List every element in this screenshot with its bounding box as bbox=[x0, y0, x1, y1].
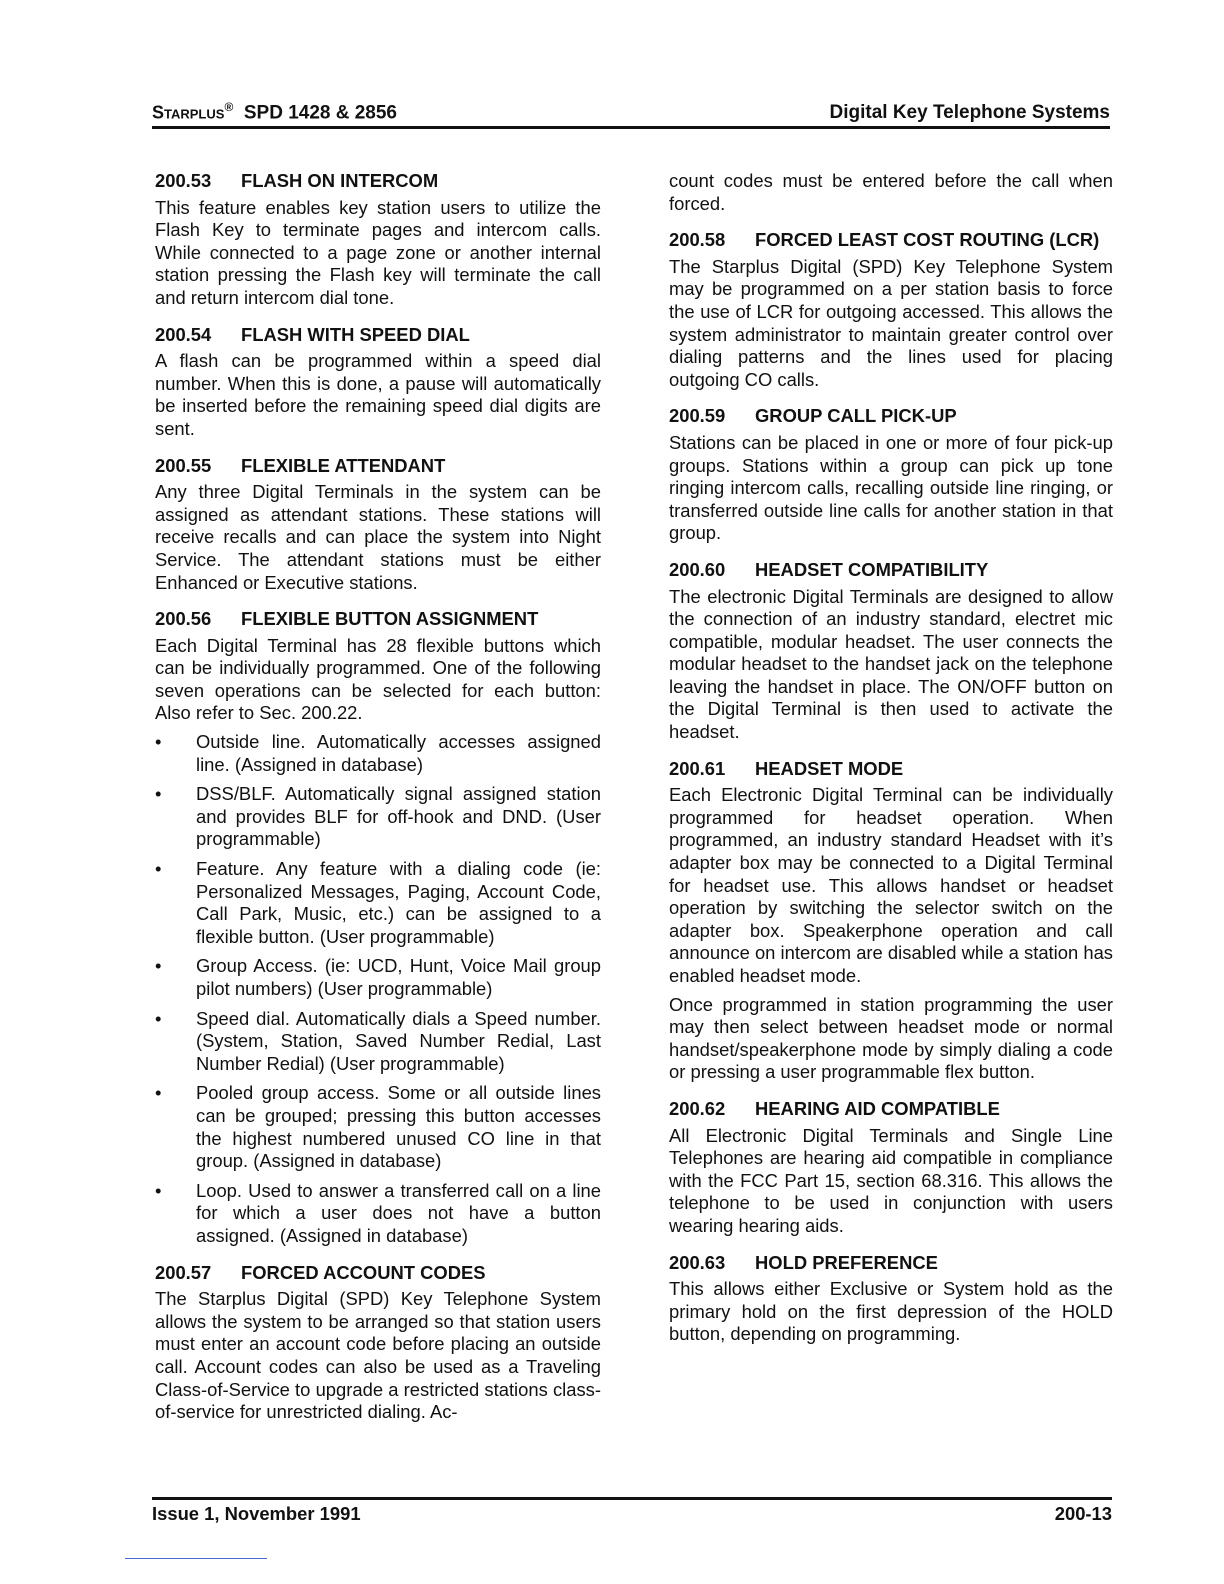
section-heading bbox=[669, 559, 1113, 582]
section-heading bbox=[155, 170, 601, 193]
section-title: FLASH ON INTERCOM bbox=[241, 170, 439, 191]
section-number: 200.53 bbox=[155, 170, 212, 191]
section-number: 200.62 bbox=[669, 1097, 726, 1119]
section-body-continued: Once programmed in station programming the user may then select between headset mode or normal handset/speakerphone mode by simply dialing a code or pressing a user programmable flex button. bbox=[669, 993, 1113, 1083]
section-heading bbox=[669, 229, 1113, 252]
header-brand: Starplus bbox=[152, 102, 225, 122]
section-title: HEARING AID COMPATIBLE bbox=[755, 1097, 1000, 1119]
section-body: Stations can be placed in one or more of four pick-up groups. Stations within a group can pick up tone ringing intercom calls, recalling outside line ringing, or transferred outside line calls for another station in that group. bbox=[669, 431, 1113, 544]
page-footer bbox=[152, 1497, 1112, 1526]
bullet-icon: • bbox=[155, 1082, 162, 1104]
section-number: 200.57 bbox=[155, 1261, 212, 1283]
header-model: SPD 1428 & 2856 bbox=[243, 102, 398, 123]
page-number: 200-13 bbox=[1054, 1503, 1112, 1524]
section-body: The electronic Digital Terminals are designed to allow the connection of an industry standard, electret mic compatible, modular headset. The user connects the modular headset to the handset jack on the telephone leaving the handset in place. The ON/OFF button on the Digital Terminal is then used to activate the headset. bbox=[669, 585, 1113, 743]
section-number: 200.55 bbox=[155, 454, 212, 476]
section-heading bbox=[669, 1252, 1113, 1275]
section-200-53 bbox=[155, 170, 601, 310]
section-heading bbox=[155, 455, 601, 478]
right-column bbox=[669, 170, 1113, 1360]
section-heading bbox=[669, 1098, 1113, 1121]
registered-mark: ® bbox=[224, 99, 234, 114]
section-title: HEADSET MODE bbox=[755, 757, 904, 779]
section-200-61 bbox=[669, 758, 1113, 1084]
header-product bbox=[152, 100, 397, 124]
page-header bbox=[152, 100, 1110, 129]
section-title: HOLD PREFERENCE bbox=[755, 1251, 938, 1273]
section-200-60 bbox=[669, 559, 1113, 744]
section-number: 200.59 bbox=[669, 405, 726, 427]
bullet-icon: • bbox=[155, 1007, 162, 1029]
list-item bbox=[155, 783, 601, 851]
list-item-text: Group Access. (ie: UCD, Hunt, Voice Mail group pilot numbers) (User programmable) bbox=[196, 955, 601, 999]
bullet-icon: • bbox=[155, 783, 162, 805]
section-number: 200.61 bbox=[669, 757, 726, 779]
section-body: Each Digital Terminal has 28 flexible buttons which can be individually programmed. One of the following seven operations can be selected for each button: Also refer to Sec. 200.22. bbox=[155, 634, 601, 724]
list-item bbox=[155, 955, 601, 1000]
list-item-text: Outside line. Automatically accesses assigned line. (Assigned in database) bbox=[196, 731, 601, 775]
list-item bbox=[155, 858, 601, 948]
list-item-text: Pooled group access. Some or all outside lines can be grouped; pressing this button accesses the highest numbered unused CO line in that group. (Assigned in database) bbox=[196, 1082, 601, 1172]
section-number: 200.56 bbox=[155, 608, 212, 630]
bullet-icon: • bbox=[155, 858, 162, 880]
section-200-56 bbox=[155, 608, 601, 1247]
section-title: FLEXIBLE BUTTON ASSIGNMENT bbox=[241, 608, 539, 630]
section-number: 200.58 bbox=[669, 229, 726, 251]
list-item-text: Loop. Used to answer a transferred call on a line for which a user does not have a button assigned. (Assigned in database) bbox=[196, 1179, 601, 1246]
section-title: FORCED ACCOUNT CODES bbox=[241, 1261, 486, 1283]
section-200-54 bbox=[155, 324, 601, 441]
section-200-55 bbox=[155, 455, 601, 595]
section-number: 200.54 bbox=[155, 323, 212, 345]
section-body: Any three Digital Terminals in the system can be assigned as attendant stations. These stations will receive recalls and can place the system into Night Service. The attendant stations must be either Enhanced or Executive stations. bbox=[155, 481, 601, 593]
section-body: Each Electronic Digital Terminal can be individually programmed for headset operation. When programmed, an industry standard Headset with it’s adapter box may be connected to a Digital Terminal for headset use. This allows handset or headset operation by switching the selector switch on the adapter box. Speakerphone operation and call announce on intercom are disabled while a station has enabled headset mode. bbox=[669, 784, 1113, 986]
section-200-62 bbox=[669, 1098, 1113, 1238]
section-body: All Electronic Digital Terminals and Single Line Telephones are hearing aid compatible in compliance with the FCC Part 15, section 68.316. This allows the telephone to be used in conjunction with users wearing hearing aids. bbox=[669, 1124, 1113, 1236]
list-item bbox=[155, 1180, 601, 1248]
section-200-57 bbox=[155, 1262, 601, 1424]
section-heading bbox=[155, 324, 601, 347]
section-body: This allows either Exclusive or System hold as the primary hold on the first depression of the HOLD button, depending on programming. bbox=[669, 1278, 1113, 1345]
list-item-text: Speed dial. Automatically dials a Speed number. (System, Station, Saved Number Redial, Last Number Redial) (User programmable) bbox=[196, 1007, 601, 1074]
list-item bbox=[155, 1082, 601, 1172]
section-title: FLASH WITH SPEED DIAL bbox=[241, 323, 470, 345]
list-item-text: Feature. Any feature with a dialing code (ie: Personalized Messages, Paging, Account Code, Call Park, Music, etc.) can be assigned to a flexible button. (User programmable) bbox=[196, 858, 601, 947]
header-title: Digital Key Telephone Systems bbox=[829, 102, 1110, 123]
bullet-icon: • bbox=[155, 1179, 162, 1201]
section-200-59 bbox=[669, 405, 1113, 545]
section-heading bbox=[155, 608, 601, 631]
section-heading bbox=[155, 1262, 601, 1285]
button-options-list bbox=[155, 731, 601, 1247]
section-title: GROUP CALL PICK-UP bbox=[755, 405, 957, 427]
list-item bbox=[155, 731, 601, 776]
footer-issue: Issue 1, November 1991 bbox=[152, 1503, 361, 1524]
list-item-text: DSS/BLF. Automatically signal assigned station and provides BLF for off-hook and DND. (User programmable) bbox=[196, 783, 601, 850]
section-body: This feature enables key station users to utilize the Flash Key to terminate pages and intercom calls. While connected to a page zone or another internal station pressing the Flash key will terminate the call and return intercom dial tone. bbox=[155, 196, 601, 308]
section-number: 200.63 bbox=[669, 1251, 726, 1273]
section-200-63 bbox=[669, 1252, 1113, 1346]
section-heading bbox=[669, 758, 1113, 781]
section-200-58 bbox=[669, 229, 1113, 391]
section-continuation bbox=[669, 170, 1113, 215]
section-body: The Starplus Digital (SPD) Key Telephone System may be programmed on a per station basis to force the use of LCR for outgoing accessed. This allows the system administrator to maintain greater control over dialing patterns and the lines used for placing outgoing CO calls. bbox=[669, 255, 1113, 390]
section-heading bbox=[669, 405, 1113, 428]
bullet-icon: • bbox=[155, 955, 162, 977]
continued-text: count codes must be entered before the call when forced. bbox=[669, 170, 1113, 214]
section-title: FORCED LEAST COST ROUTING (LCR) bbox=[755, 229, 1100, 251]
section-title: FLEXIBLE ATTENDANT bbox=[241, 454, 446, 476]
section-title: HEADSET COMPATIBILITY bbox=[755, 558, 989, 580]
left-column bbox=[155, 170, 601, 1438]
section-body: The Starplus Digital (SPD) Key Telephone System allows the system to be arranged so that station users must enter an account code before placing an outside call. Account codes can also be used as a Traveling Class-of-Service to upgrade a restricted stations class-of-service for unrestricted dialing. Ac- bbox=[155, 1288, 601, 1423]
bullet-icon: • bbox=[155, 731, 162, 753]
list-item bbox=[155, 1008, 601, 1076]
scan-artifact-line bbox=[125, 1558, 267, 1559]
section-number: 200.60 bbox=[669, 558, 726, 580]
section-body: A flash can be programmed within a speed dial number. When this is done, a pause will automatically be inserted before the remaining speed dial digits are sent. bbox=[155, 350, 601, 439]
